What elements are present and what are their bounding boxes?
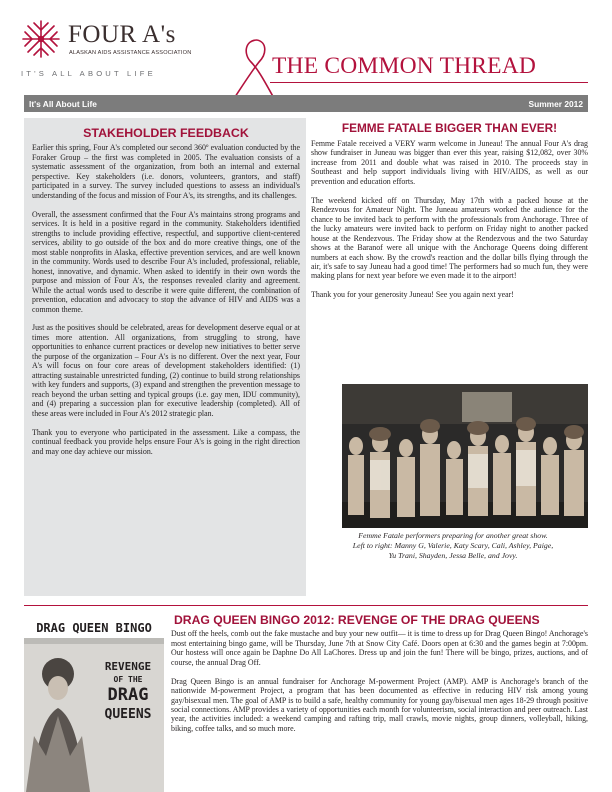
- poster-line: DRAG: [107, 685, 149, 705]
- organization-name: FOUR A's: [68, 21, 176, 48]
- photo-caption-line: Femme Fatale performers preparing for another great show.: [358, 531, 548, 540]
- masthead-rule: [270, 82, 588, 83]
- drag-queen-bingo-article: [171, 614, 588, 743]
- section-divider: [24, 605, 588, 606]
- femme-fatale-article: [311, 123, 588, 309]
- four-as-logo-icon: [20, 18, 62, 60]
- stakeholder-feedback-panel: [24, 118, 306, 596]
- femme-paragraph: The weekend kicked off on Thursday, May 17th with a packed house at the Rendezvous for Amateur Night. The Juneau amateurs worked the audience for the chance to be invited back to perform with the professionals from Anchorage. Three of the lucky amateurs were invited back to perform on Friday night to another packed house at the Rendezvous. The Friday show at the Rendezvous and the two Saturday shows at the Baranof were all unique with the Anchorage Queens doing different numbers at each show. By the crowd's reaction and the dollar bills flying through the air, it's safe to say Juneau had a good time! The performers had so much fun, they were making plans for next year before we even made it to the airport!: [311, 195, 588, 281]
- organization-subtitle: ALASKAN AIDS ASSISTANCE ASSOCIATION: [69, 50, 192, 56]
- drag-queen-bingo-heading: DRAG QUEEN BINGO 2012: REVENGE OF THE DRAG QUEENS: [174, 613, 540, 627]
- femme-paragraph: Thank you for your generosity Juneau! See you again next year!: [311, 290, 514, 300]
- stakeholder-paragraph: Thank you to everyone who participated in the assessment. Like a compass, the continual feedback you provide helps ensure Four A's is going in the right direction and may one day achieve our mission.: [32, 427, 300, 456]
- poster-line: REVENGE: [104, 660, 152, 673]
- newsletter-title: THE COMMON THREAD: [272, 53, 537, 79]
- tagline: IT'S ALL ABOUT LIFE: [21, 69, 156, 78]
- stakeholder-feedback-heading: STAKEHOLDER FEEDBACK: [83, 126, 249, 140]
- issue-date: Summer 2012: [528, 98, 583, 109]
- bingo-paragraph: Dust off the heels, comb out the fake mustache and buy your new outfit— it is time to dress up for Drag Queen Bingo! Anchorage's most entertaining bingo game, will be Thursday, June 7th at Snow City Café. Doors open at 6:30 and the games begin at 7:00pm. Our hostess will once again be Daphne Do All LaChores. Dress up and join the fun! There will be bingo, prizes, auctions, and of course, the annual Drag Off.: [171, 629, 588, 667]
- bingo-paragraph: Drag Queen Bingo is an annual fundraiser for Anchorage M-powerment Project (AMP). AMP is Anchorage's branch of the nationwide M-powerment Project, a program that has been documented as effective in reducing HIV risk among young gay/bisexual men. The goal of AMP is to build a safe, healthy community for young gay/bisexual men ages 18-29 through positive social connections. AMP provides a variety of opportunities each month for volunteerism, social interaction and peer outreach. Last year, the activities included: a weekend camping and rafting trip, mall crawls, movie nights, group dinners, volleyball, hiking, biking, coffee talks, and so much more.: [171, 676, 588, 733]
- stakeholder-paragraph: Just as the positives should be celebrated, areas for development deserve equal or at times more attention. All organizations, from struggling to strong, have opportunities to enhance current practices or develop new initiatives to better serve the purpose of the organization – Four A's is no different. Over the next year, Four A's will focus on four core areas of development stakeholders identified: (1) attracting sustainable unrestricted funding, (2) continue to build strong relationships with key funders and supports, (3) expand and strengthen the prevention message to reach beyond the urban setting and typical groups (i.e. gay men, IDU community), and (4) preparing a succession plan for executive leadership (completed). All of these areas were included in Four A's 2012 strategic plan.: [32, 323, 300, 418]
- band-slogan: It's All About Life: [29, 98, 97, 109]
- poster-line: OF THE: [113, 675, 143, 684]
- issue-band: [24, 95, 588, 112]
- femme-fatale-body: [311, 139, 588, 300]
- femme-fatale-heading: FEMME FATALE BIGGER THAN EVER!: [341, 121, 558, 135]
- photo-caption-line: Yu Trani, Shayden, Jessa Belle, and Jovy.: [388, 551, 518, 561]
- poster-line: QUEENS: [104, 707, 152, 722]
- femme-paragraph: Femme Fatale received a VERY warm welcome in Juneau! The annual Four A's drag show fundraiser in Juneau was bigger than ever this year, raising $12,082, over 30% increase from 2011 and double what was raised in 2010. The proceeds stay in Southeast and help support individuals living with HIV/AIDS, as well as our prevention and education efforts.: [311, 138, 588, 186]
- photo-caption-line: Left to right: Manny G, Valerie, Katy Scary, Cali, Ashley, Paige,: [352, 541, 554, 551]
- poster-title: DRAG QUEEN BINGO: [36, 621, 152, 635]
- photo-caption: [318, 531, 588, 562]
- drag-queen-bingo-body: [171, 629, 588, 733]
- stakeholder-paragraph: Earlier this spring, Four A's completed our second 360º evaluation conducted by the Foraker Group – the first was completed in 2005. The evaluation consists of a systematic assessment of the organization, from both an internal and external perspective. Key stakeholders (i.e. donors, volunteers, grantors, and staff) participated in a survey. The survey included questions to assess an individual's understanding of the focus and mission of Four A's, its strengths, and its challenges.: [32, 143, 300, 200]
- stakeholder-feedback-body: [32, 143, 300, 456]
- drag-queen-bingo-poster: [24, 616, 164, 792]
- stakeholder-paragraph: Overall, the assessment confirmed that the Four A's maintains strong programs and services. It is held in a positive regard in the community. Stakeholders identified strengths to include providing effective, respectful, and supportive client-centered services, ability to go outside of the box and do more creative things, one of the most stable nonprofits in Alaska, effective prevention services, and are well known in the community. Words used to describe Four A's included, professional, reliable, honest, innovative, and dynamic. When asked to identify in their own words the purpose and mission of Four A's, the responses revealed clarity and agreement. While the actual words used to describe it were quite different, the combination of prevention, education and advocacy to stop the advance of HIV and AIDS was a common theme.: [32, 209, 300, 314]
- femme-fatale-performers-photo: [342, 384, 588, 528]
